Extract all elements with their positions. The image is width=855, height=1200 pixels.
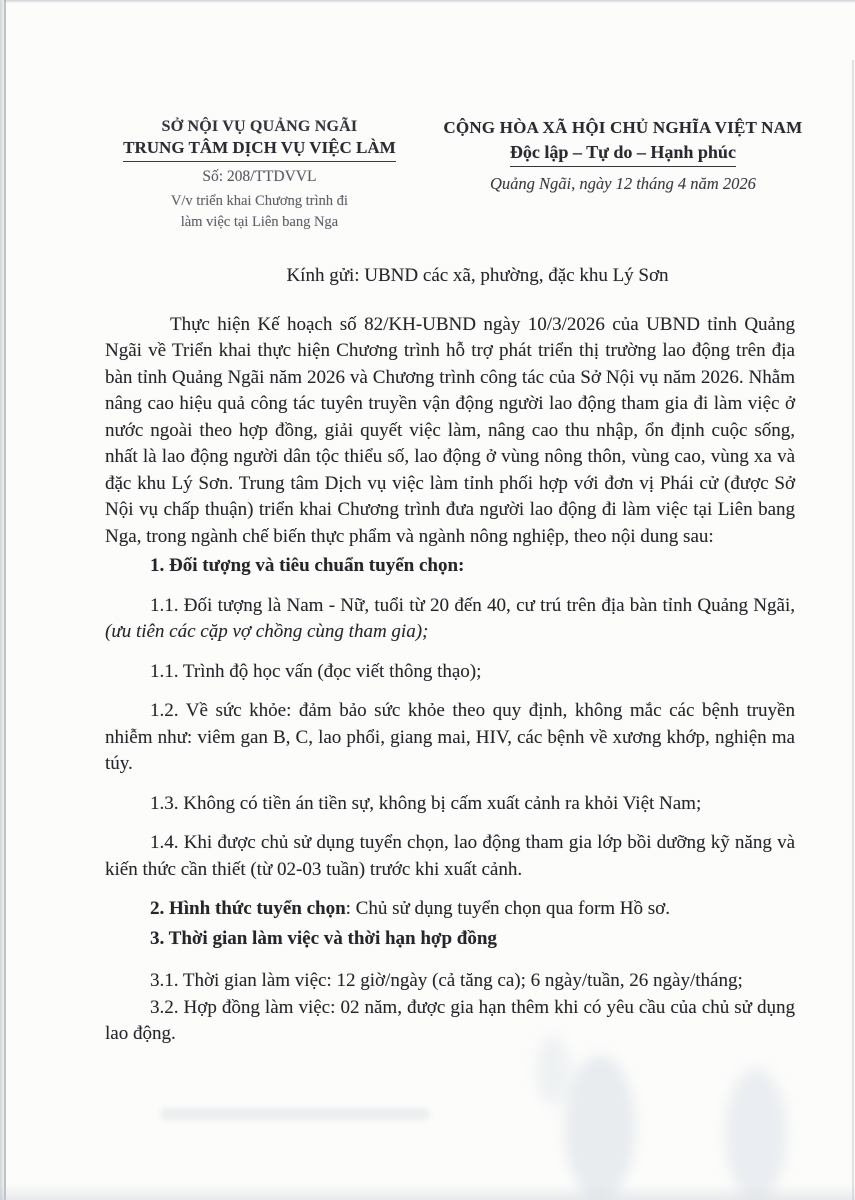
national-motto-underlined: Độc lập – Tự do – Hạnh phúc bbox=[424, 142, 822, 167]
document-number: Số: 208/TTDVVL bbox=[202, 168, 317, 185]
item-1-2-health: 1.2. Về sức khỏe: đảm bảo sức khỏe theo quy định, không mắc các bệnh truyền nhiễm như: viêm gan B, C, lao phổi, giang mai, HIV, các bệnh về xương khớp, nghiện ma túy. bbox=[105, 700, 795, 774]
section-2-heading bbox=[105, 896, 795, 923]
scan-smudge bbox=[565, 1055, 635, 1200]
scan-smudge bbox=[160, 1108, 430, 1120]
item-1-3-criminal-record: 1.3. Không có tiền án tiền sự, không bị cấm xuất cảnh ra khỏi Việt Nam; bbox=[150, 792, 702, 814]
letter-header bbox=[0, 0, 855, 233]
item-1-1-text: 1.1. Đối tượng là Nam - Nữ, tuổi từ 20 đến 40, cư trú trên địa bàn tỉnh Quảng Ngãi, bbox=[150, 594, 795, 616]
item-1-4-training: 1.4. Khi được chủ sử dụng tuyển chọn, lao động tham gia lớp bồi dưỡng kỹ năng và kiến thức cần thiết (từ 02-03 tuần) trước khi xuất cảnh. bbox=[105, 832, 795, 880]
org-name-underlined: TRUNG TÂM DỊCH VỤ VIỆC LÀM bbox=[95, 138, 424, 162]
item-3-2-contract-term: 3.2. Hợp đồng làm việc: 02 năm, được gia hạn thêm khi có yêu cầu của chủ sử dụng lao động. bbox=[105, 996, 795, 1044]
section-1-heading: 1. Đối tượng và tiêu chuẩn tuyển chọn: bbox=[150, 555, 465, 576]
item-1-1-priority-note: (ưu tiên các cặp vợ chồng cùng tham gia); bbox=[105, 621, 429, 642]
item-3-1-working-time: 3.1. Thời gian làm việc: 12 giờ/ngày (cả tăng ca); 6 ngày/tuần, 26 ngày/tháng; bbox=[150, 970, 743, 991]
national-header-block bbox=[424, 118, 822, 233]
item-1-1-literacy: 1.1. Trình độ học vấn (đọc viết thông thạo); bbox=[150, 660, 482, 682]
section-2-text: : Chủ sử dụng tuyển chọn qua form Hồ sơ. bbox=[345, 898, 670, 919]
item-1-1-subjects bbox=[105, 593, 795, 646]
scan-bottom-band bbox=[0, 1184, 855, 1200]
intro-paragraph: Thực hiện Kế hoạch số 82/KH-UBND ngày 10/3/2026 của UBND tỉnh Quảng Ngãi về Triển khai thực hiện Chương trình hỗ trợ phát triển thị trường lao động trên địa bàn tỉnh Quảng Ngãi năm 2026 và Chương trình công tác của Sở Nội vụ năm 2026. Nhằm nâng cao hiệu quả công tác tuyên truyền vận động người lao động tham gia đi làm việc ở nước ngoài theo hợp đồng, giải quyết việc làm, nâng cao thu nhập, ổn định cuộc sống, nhất là lao động người dân tộc thiểu số, lao động ở vùng nông thôn, vùng cao, vùng xa và đặc khu Lý Sơn. Trung tâm Dịch vụ việc làm tỉnh phối hợp với đơn vị Phái cử (được Sở Nội vụ chấp thuận) triển khai Chương trình đưa người lao động đi làm việc tại Liên bang Nga, trong ngành chế biến thực phẩm và ngành nông nghiệp, theo nội dung sau: bbox=[105, 313, 795, 547]
recipient-line: Kính gửi: UBND các xã, phường, đặc khu Lý Sơn bbox=[286, 265, 669, 286]
document-subject bbox=[95, 191, 424, 233]
subject-line-2: làm việc tại Liên bang Nga bbox=[180, 214, 339, 230]
place-date-line: Quảng Ngãi, ngày 12 tháng 4 năm 2026 bbox=[489, 174, 756, 193]
letter-body bbox=[105, 263, 795, 1048]
parent-org-name: SỞ NỘI VỤ QUẢNG NGÃI bbox=[161, 118, 358, 135]
subject-line-1: V/v triển khai Chương trình đi bbox=[170, 193, 348, 209]
country-name: CỘNG HÒA XÃ HỘI CHỦ NGHĨA VIỆT NAM bbox=[443, 118, 803, 137]
section-2-label: 2. Hình thức tuyển chọn bbox=[150, 898, 346, 919]
issuing-org-block bbox=[95, 118, 424, 233]
scan-smudge bbox=[725, 1068, 787, 1200]
scan-smudge bbox=[536, 1035, 570, 1105]
section-3-heading: 3. Thời gian làm việc và thời hạn hợp đồng bbox=[150, 927, 497, 949]
